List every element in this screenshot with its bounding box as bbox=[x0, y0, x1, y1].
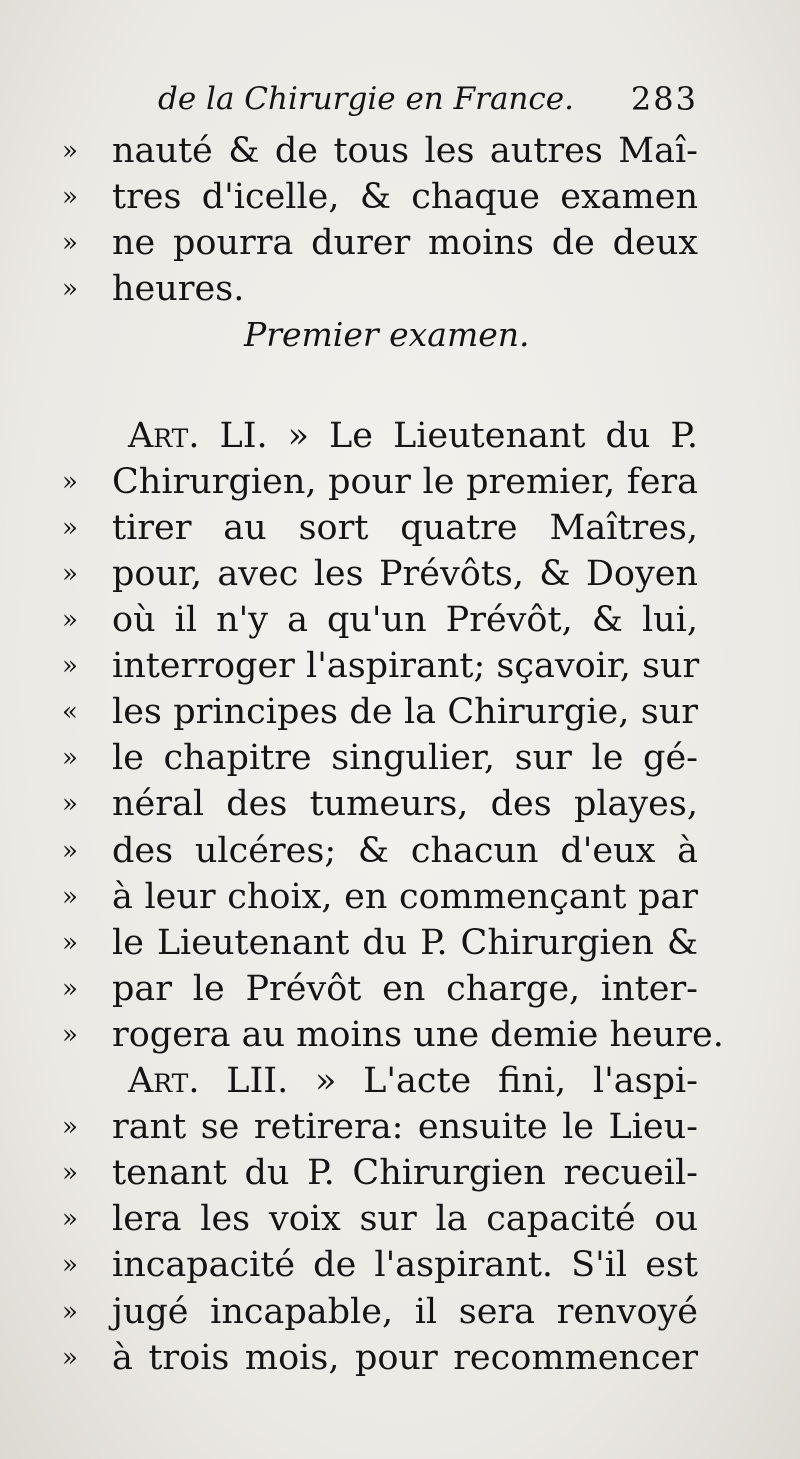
line-text: le chapitre singulier, sur le gé- bbox=[112, 738, 698, 779]
quote-mark: » bbox=[62, 743, 78, 774]
quote-mark: » bbox=[62, 228, 78, 259]
quote-mark: » bbox=[62, 1342, 78, 1373]
line-text: les principes de la Chirurgie, sur bbox=[112, 692, 698, 733]
page-number: 283 bbox=[630, 80, 698, 118]
line-text: tres d'icelle, & chaque examen bbox=[112, 177, 698, 218]
line-text: heures. bbox=[112, 269, 245, 310]
text-line bbox=[0, 312, 800, 358]
quote-mark: « bbox=[62, 697, 78, 728]
line-text: où il n'y a qu'un Prévôt, & lui, bbox=[112, 600, 698, 640]
text-line bbox=[0, 505, 800, 551]
line-text: incapacité de l'aspirant. S'il est bbox=[112, 1245, 698, 1286]
line-text: nauté & de tous les autres Maî- bbox=[112, 131, 698, 171]
text-line bbox=[0, 781, 800, 827]
quote-mark: » bbox=[62, 1019, 78, 1050]
text-line bbox=[0, 597, 800, 643]
quote-mark: » bbox=[62, 973, 78, 1004]
quote-mark: » bbox=[62, 1204, 78, 1235]
text-line bbox=[0, 920, 800, 966]
quote-mark: » bbox=[62, 789, 78, 820]
text-line bbox=[0, 1058, 800, 1104]
text-line bbox=[0, 459, 800, 505]
text-line bbox=[0, 874, 800, 920]
text-line bbox=[0, 551, 800, 597]
line-text: néral des tumeurs, des playes, bbox=[112, 784, 698, 825]
text-line bbox=[0, 1104, 800, 1150]
line-text: le Lieutenant du P. Chirurgien & bbox=[112, 922, 698, 963]
quote-mark: » bbox=[62, 274, 78, 305]
quote-mark: » bbox=[62, 1112, 78, 1143]
line-text: par le Prévôt en charge, inter- bbox=[112, 968, 698, 1009]
line-text: tenant du P. Chirurgien recueil- bbox=[112, 1153, 698, 1194]
quote-mark: » bbox=[62, 1296, 78, 1327]
text-line bbox=[0, 220, 800, 266]
quote-mark: » bbox=[62, 835, 78, 866]
text-line bbox=[0, 735, 800, 781]
line-text: Art. LII. » L'acte fini, l'aspi- bbox=[128, 1061, 698, 1101]
article-label: Art. LII. bbox=[128, 1061, 315, 1101]
line-text: Premier examen. bbox=[244, 315, 530, 355]
text-line bbox=[0, 828, 800, 874]
line-text: pour, avec les Prévôts, & Doyen bbox=[112, 553, 698, 594]
text-line bbox=[0, 1242, 800, 1288]
text-line bbox=[0, 413, 800, 459]
quote-mark: » bbox=[62, 136, 78, 166]
running-header bbox=[158, 74, 698, 124]
text-line bbox=[0, 174, 800, 220]
quote-mark: » bbox=[62, 927, 78, 958]
line-text: à trois mois, pour recommencer bbox=[112, 1337, 698, 1378]
line-text: rant se retirera: ensuite le Lieu- bbox=[112, 1107, 698, 1148]
line-text: interroger l'aspirant; sçavoir, sur bbox=[112, 646, 700, 687]
quote-mark: » bbox=[62, 881, 78, 912]
text-line bbox=[0, 266, 800, 312]
text-line bbox=[0, 359, 800, 405]
line-text: Art. LI. » Le Lieutenant du P. bbox=[128, 415, 698, 456]
text-line bbox=[0, 1335, 800, 1381]
line-text: tirer au sort quatre Maîtres, bbox=[112, 507, 698, 548]
running-title: de la Chirurgie en France. bbox=[158, 81, 574, 117]
line-text: lera les voix sur la capacité ou bbox=[112, 1199, 698, 1240]
line-text: Chirurgien, pour le premier, fera bbox=[112, 461, 698, 502]
quote-mark: » bbox=[62, 512, 78, 543]
text-line bbox=[0, 689, 800, 735]
quote-mark: » bbox=[62, 605, 78, 635]
quote-mark: » bbox=[62, 558, 78, 589]
line-text: rogera au moins une demie heure. bbox=[112, 1014, 724, 1055]
quote-mark: » bbox=[62, 1250, 78, 1281]
line-text: à leur choix, en commençant par bbox=[112, 876, 698, 917]
quote-mark: » bbox=[62, 651, 78, 682]
article-label: Art. LI. bbox=[128, 415, 288, 456]
line-text: jugé incapable, il sera renvoyé bbox=[112, 1291, 698, 1332]
text-line bbox=[0, 966, 800, 1012]
quote-mark: » bbox=[62, 1158, 78, 1189]
line-text: des ulcéres; & chacun d'eux à bbox=[112, 830, 698, 871]
quote-mark: » bbox=[62, 466, 78, 497]
text-line bbox=[0, 1289, 800, 1335]
quote-mark: » bbox=[62, 182, 78, 213]
text-line bbox=[0, 1150, 800, 1196]
text-line bbox=[0, 128, 800, 174]
line-text: ne pourra durer moins de deux bbox=[112, 223, 698, 264]
text-line bbox=[0, 1012, 800, 1058]
text-line bbox=[0, 643, 800, 689]
text-line bbox=[0, 1196, 800, 1242]
